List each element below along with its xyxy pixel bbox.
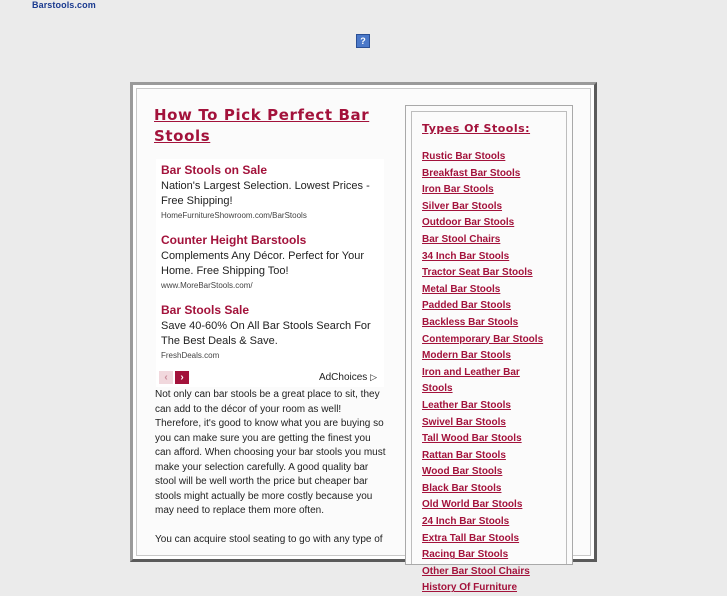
ad-url[interactable]: HomeFurnitureShowroom.com/BarStools [161,211,307,220]
ad-description: Nation's Largest Selection. Lowest Prices - Free Shipping! [161,180,370,207]
stool-type-link[interactable]: Silver Bar Stools [422,200,503,212]
stool-type-link[interactable]: Breakfast Bar Stools [422,167,521,179]
stool-type-link[interactable]: Black Bar Stools [422,482,502,494]
ad-item[interactable] [161,163,381,221]
sidebar-title[interactable]: Types Of Stools: [422,122,531,135]
ad-navigation [159,371,381,384]
ad-title-link[interactable]: Counter Height Barstools [161,233,307,247]
stool-type-link[interactable]: Tractor Seat Bar Stools [422,267,533,279]
stool-type-link[interactable]: Metal Bar Stools [422,283,501,295]
stool-type-link[interactable]: Rattan Bar Stools [422,449,506,461]
ad-title-link[interactable]: Bar Stools on Sale [161,163,268,177]
stool-type-link[interactable]: Rustic Bar Stools [422,151,506,162]
sidebar-list-item [422,198,550,215]
ad-next-button[interactable]: › [175,371,189,384]
article-paragraph: Not only can bar stools be a great place to sit, they can add to the décor of your room as well! Therefore, it's good to know what you are buying so you can make sure you are getting the finest you can afford. When choosing your bar stools you must make your selection carefully. A good quality bar stool will be well worth the price but cheaper bar stools might actually be more costly because you may need to replace them more often. [155,389,386,516]
ad-url[interactable]: FreshDeals.com [161,351,220,360]
stool-type-link[interactable]: Outdoor Bar Stools [422,217,515,229]
adchoices-link[interactable] [319,371,377,384]
sidebar-list-item [422,530,550,547]
stool-type-link[interactable]: Bar Stool Chairs [422,233,501,245]
sidebar-list-item [422,480,550,497]
sidebar-list-item [422,347,550,364]
sidebar-list-item [422,214,550,231]
sidebar-list-item [422,248,550,265]
ad-title-link[interactable]: Bar Stools Sale [161,303,250,317]
adchoices-label: AdChoices [318,372,368,383]
article-body [155,388,387,561]
sidebar-list-item [422,513,550,530]
stool-types-list [422,148,550,596]
ad-url[interactable]: www.MoreBarStools.com/ [161,281,253,290]
stool-type-link[interactable]: Other Bar Stool Chairs [422,565,530,577]
page-title[interactable]: How To Pick Perfect Bar Stools [154,106,370,145]
ad-item[interactable] [161,233,381,291]
stool-type-link[interactable]: Leather Bar Stools [422,399,511,411]
site-name-link[interactable]: Barstools.com [32,0,96,10]
stool-type-link[interactable]: 34 Inch Bar Stools [422,250,510,262]
sidebar-list-item [422,264,550,281]
stool-type-link[interactable]: Racing Bar Stools [422,549,509,561]
sidebar-list-item [422,364,550,397]
sidebar-list-item [422,281,550,298]
ad-item[interactable] [161,303,381,361]
sidebar-list-item [422,579,550,596]
stool-type-link[interactable]: Padded Bar Stools [422,300,511,312]
ad-description: Save 40-60% On All Bar Stools Search For The Best Deals & Save. [161,320,371,347]
stool-type-link[interactable]: 24 Inch Bar Stools [422,516,510,528]
sidebar-list-item [422,463,550,480]
stool-type-link[interactable]: Tall Wood Bar Stools [422,433,522,445]
article-paragraph: You can acquire stool seating to go with any type of [155,533,383,545]
ad-description: Complements Any Décor. Perfect for Your Home. Free Shipping Too! [161,250,364,277]
stool-type-link[interactable]: Iron and Leather Bar Stools [422,366,520,395]
ad-block [156,159,384,387]
sidebar-list-item [422,165,550,182]
sidebar-list-item [422,314,550,331]
sidebar-list-item [422,447,550,464]
sidebar-list-item [422,331,550,348]
stool-type-link[interactable]: Swivel Bar Stools [422,416,506,428]
stool-type-link[interactable]: History Of Furniture [422,582,518,594]
stool-type-link[interactable]: Modern Bar Stools [422,350,511,362]
sidebar-list-item [422,414,550,431]
sidebar-list-item [422,181,550,198]
stool-type-link[interactable]: Wood Bar Stools [422,466,503,478]
stool-type-link[interactable]: Old World Bar Stools [422,499,523,511]
sidebar-list-item [422,397,550,414]
sidebar-list-item [422,430,550,447]
sidebar-list-item [422,546,550,563]
sidebar-list-item [422,297,550,314]
ad-prev-button[interactable]: ‹ [159,371,173,384]
stool-type-link[interactable]: Backless Bar Stools [422,316,519,328]
stool-type-link[interactable]: Extra Tall Bar Stools [422,532,520,544]
help-icon[interactable]: ? [356,34,370,48]
adchoices-icon: ▷ [370,372,377,382]
sidebar-list-item [422,148,550,165]
sidebar-list-item [422,231,550,248]
sidebar-list-item [422,496,550,513]
stool-type-link[interactable]: Iron Bar Stools [422,184,494,196]
stool-type-link[interactable]: Contemporary Bar Stools [422,333,544,345]
sidebar-list-item [422,563,550,580]
